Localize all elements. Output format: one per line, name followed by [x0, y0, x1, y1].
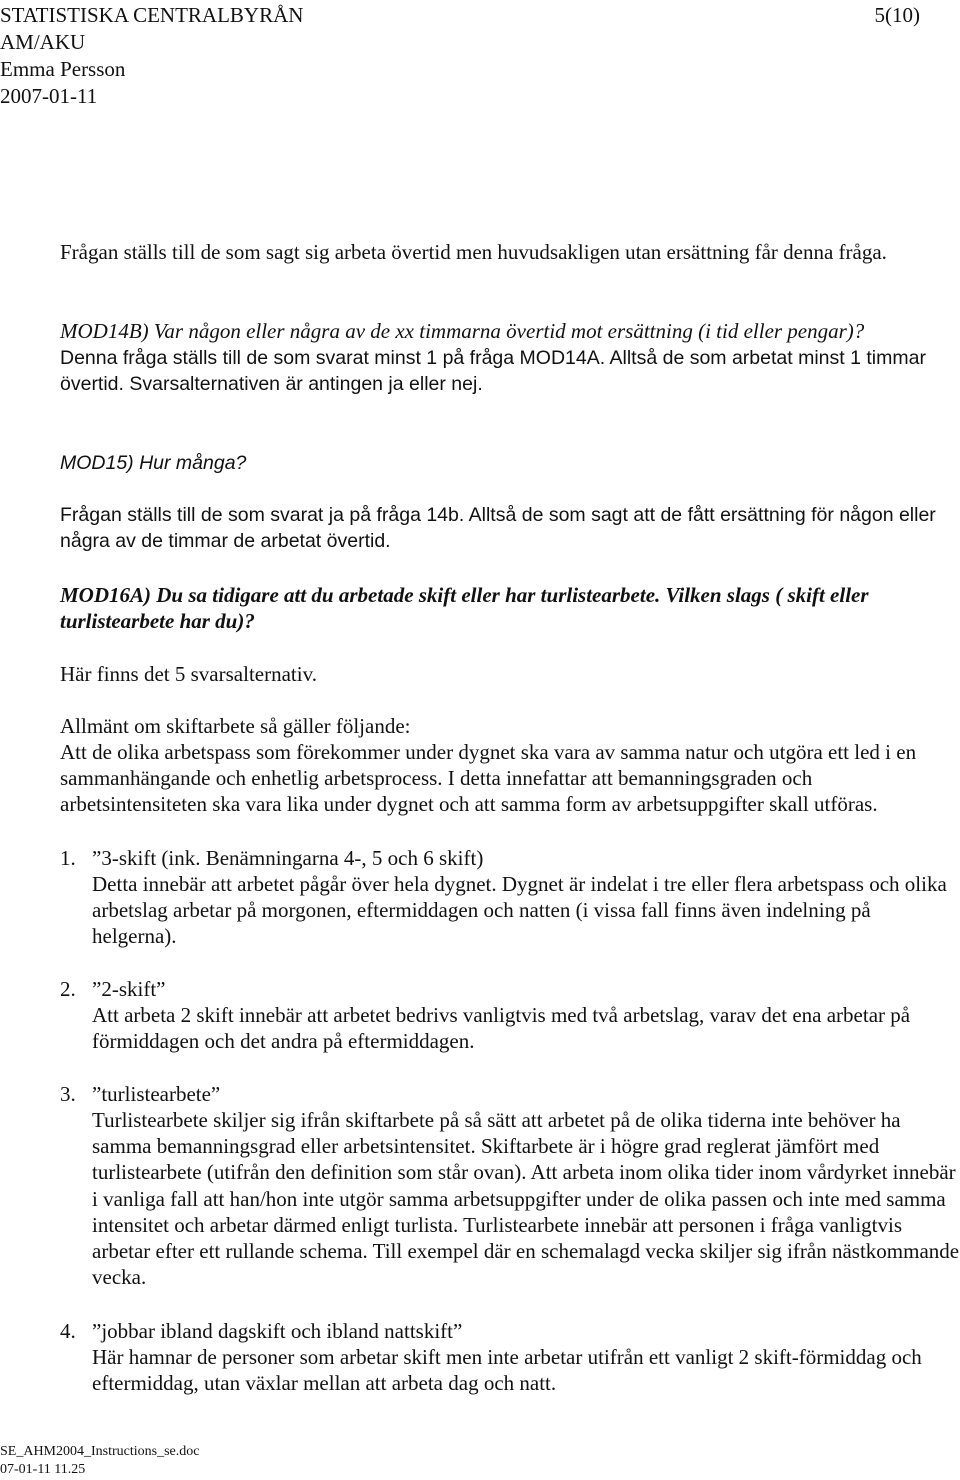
list-item-title: ”3-skift (ink. Benämningarna 4-, 5 och 6 skift) — [92, 846, 484, 870]
list-item-number: 3. — [60, 1082, 76, 1106]
list-item-description: Turlistearbete skiljer sig ifrån skiftarbete på så sätt att arbetet på de olika tiderna inte behöver ha samma bemanningsgrad eller arbetsintensitet. Skiftarbete är i högre grad reglerat jämfört med turlistearbete (utifrån den definition som står ovan). Att arbeta inom olika tider inom vårdyrket innebär i vanliga fall att han/hon inte utgör samma arbetsuppgifter under de olika passen och inte med samma intensitet och arbetar därmed enligt turlista. Turlistearbete innebär att personen i fråga vanligtvis arbetar efter ett rullande schema. Till exempel där en schemalagd vecka skiljer sig ifrån nästkommande vecka. — [92, 1108, 960, 1290]
paragraph-mod14b-note: Denna fråga ställs till de som svarat minst 1 på fråga MOD14A. Alltså de som arbetat minst 1 timmar övertid. Svarsalternativen är antingen ja eller nej. — [60, 347, 926, 396]
department: AM/AKU — [0, 30, 86, 54]
list-item-title: ”2-skift” — [92, 977, 166, 1001]
list-item-number: 2. — [60, 977, 76, 1001]
list-item-number: 4. — [60, 1319, 76, 1343]
list-item-title: ”jobbar ibland dagskift och ibland nattskift” — [92, 1319, 463, 1343]
list-item-number: 1. — [60, 846, 76, 870]
question-mod15: MOD15) Hur många? — [60, 452, 247, 474]
paragraph-shift-intro: Allmänt om skiftarbete så gäller följande: — [60, 714, 411, 738]
list-item-description: Att arbeta 2 skift innebär att arbetet bedrivs vanligtvis med två arbetslag, varav det ena arbetar på förmiddagen och det andra på eftermiddagen. — [92, 1003, 911, 1054]
list-item-title: ”turlistearbete” — [92, 1082, 221, 1106]
footer-filename: SE_AHM2004_Instructions_se.doc — [0, 1444, 200, 1459]
question-mod14b: MOD14B) Var någon eller några av de xx timmarna övertid mot ersättning (i tid eller pengar)? — [60, 319, 865, 343]
list-item-description: Detta innebär att arbetet pågår över hela dygnet. Dygnet är indelat i tre eller flera arbetspass och olika arbetslag arbetar på morgonen, eftermiddagen och natten (i vissa fall finns även indelning på helgerna). — [92, 872, 947, 949]
author-name: Emma Persson — [0, 57, 126, 81]
page-number: 5(10) — [874, 3, 920, 27]
document-date: 2007-01-11 — [0, 84, 98, 108]
list-item-description: Här hamnar de personer som arbetar skift men inte arbetar utifrån ett vanligt 2 skift-förmiddag och eftermiddag, utan växlar mellan att arbeta dag och natt. — [92, 1345, 922, 1396]
organization-name: STATISTISKA CENTRALBYRÅN — [0, 3, 304, 27]
paragraph-mod15-note: Frågan ställs till de som svarat ja på fråga 14b. Alltså de som sagt att de fått ersättning för någon eller några av de timmar de arbetat övertid. — [60, 504, 936, 553]
paragraph-answer-count: Här finns det 5 svarsalternativ. — [60, 662, 317, 686]
footer-timestamp: 07-01-11 11.25 — [0, 1462, 86, 1477]
question-mod16a: MOD16A) Du sa tidigare att du arbetade skift eller har turlistearbete. Vilken slags ( skift eller turlistearbete har du)? — [60, 583, 869, 634]
paragraph-mod14a-note: Frågan ställs till de som sagt sig arbeta övertid men huvudsakligen utan ersättning får denna fråga. — [60, 240, 887, 264]
paragraph-shift-definition: Att de olika arbetspass som förekommer under dygnet ska vara av samma natur och utgöra ett led i en sammanhängande och enhetlig arbetsprocess. I detta innefattar att bemanningsgraden och arbetsintensiteten ska vara lika under dygnet och att samma form av arbetsuppgifter skall utföras. — [60, 740, 917, 817]
